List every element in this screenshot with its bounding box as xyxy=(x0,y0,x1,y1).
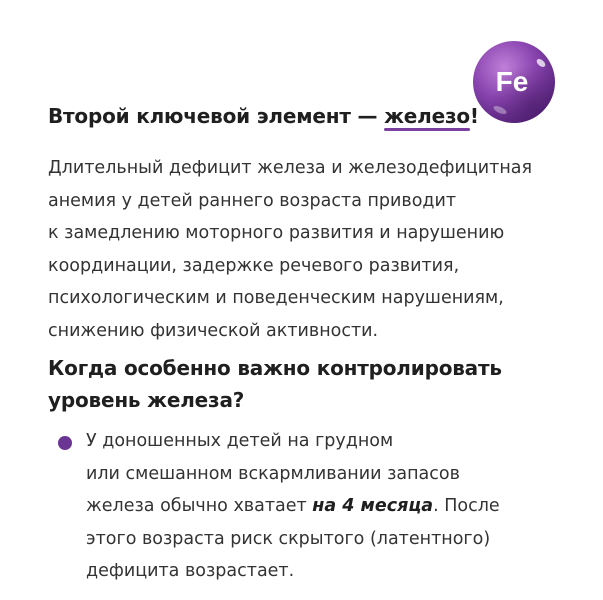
paragraph-line: к замедлению моторного развития и нарушению xyxy=(48,223,505,243)
bullet-text-part: железа обычно хватает xyxy=(86,496,313,516)
bullet-dot-icon xyxy=(58,436,72,450)
bullet-line: дефицита возрастает. xyxy=(86,561,295,581)
bullet-text-part: . После xyxy=(433,496,500,516)
heading-prefix: Второй ключевой элемент — xyxy=(48,104,385,128)
bullet-line: У доношенных детей на грудном xyxy=(86,431,394,451)
bullet-line xyxy=(86,490,566,523)
paragraph-line: Длительный дефицит железа и железодефицитная xyxy=(48,158,533,178)
bullet-item xyxy=(86,425,566,588)
iron-element-icon xyxy=(470,38,558,126)
iron-symbol: Fe xyxy=(495,66,529,97)
heading-accent-word: железо xyxy=(384,104,470,128)
bullet-emphasis: на 4 месяца xyxy=(312,496,434,516)
paragraph-line: координации, задержке речевого развития, xyxy=(48,255,460,276)
intro-paragraph xyxy=(48,152,568,347)
paragraph-line: снижению физической активности. xyxy=(48,320,379,341)
paragraph-line: психологическим и поведенческим нарушениям, xyxy=(48,288,504,308)
heading-suffix: ! xyxy=(469,104,479,128)
question-line: Когда особенно важно контролировать xyxy=(48,356,502,380)
paragraph-line: анемия у детей раннего возраста приводит xyxy=(48,190,457,211)
question-heading xyxy=(48,352,548,416)
section-heading xyxy=(48,104,479,128)
bullet-line: или смешанном вскармливании запасов xyxy=(86,463,460,484)
question-line: уровень железа? xyxy=(48,388,245,412)
bullet-line: этого возраста риск скрытого (латентного) xyxy=(86,528,491,549)
